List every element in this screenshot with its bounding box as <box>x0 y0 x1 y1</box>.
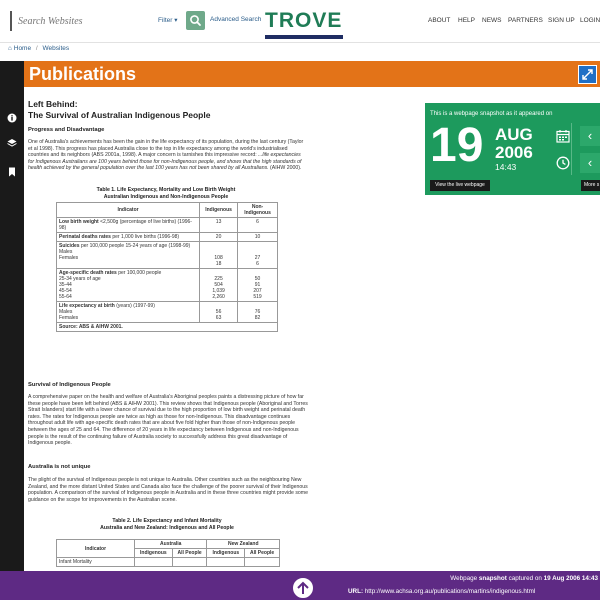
trove-logo[interactable] <box>263 6 345 38</box>
cell-non-indigenous: 6 <box>238 218 278 233</box>
snapshot-time: 14:43 <box>495 162 517 172</box>
row-detail: per 1,000 live births (1996-98) <box>110 234 180 240</box>
home-icon: ⌂ <box>8 45 12 52</box>
snapshot-heading: This is a webpage snapshot as it appeared on <box>430 111 553 117</box>
top-bar <box>0 0 600 42</box>
arrow-up-icon <box>293 578 313 598</box>
paragraph-not-unique: The plight of the survival of Indigenous people is not unique to Australia. Other countries such as the neighbouring New Zealand, and the more distant United States and Canada also face the challenge of the poorer survival of their Indigenous population. A comparison of the survival of Indigenous people in Australia and in these three countries might provide some guidance on the scope for improvements in the Australian scene. <box>28 477 309 503</box>
nav-partners[interactable]: PARTNERS <box>508 17 543 24</box>
table1-header-indicator: Indicator <box>57 203 200 218</box>
url-label: URL: <box>348 588 364 595</box>
breadcrumb-websites[interactable]: Websites <box>42 45 70 52</box>
table-row <box>57 233 278 242</box>
more-snapshots-button[interactable]: More s <box>581 180 600 191</box>
table1-source: Source: ABS & AIHW 2001. <box>57 323 278 332</box>
previous-capture-button[interactable] <box>580 153 600 173</box>
table-row <box>57 269 278 302</box>
publications-banner <box>24 61 600 87</box>
table2-caption-line1: Table 2. Life Expectancy and Infant Mortality <box>112 518 222 524</box>
capture-url-line <box>348 588 535 595</box>
table-row <box>57 323 278 332</box>
heading-survival: Survival of Indigenous People <box>28 382 111 388</box>
chevron-left-icon: ‹ <box>587 128 593 143</box>
cell-indigenous: 56 63 <box>200 302 238 323</box>
row-label: Age-specific death rates <box>59 270 117 276</box>
nav-about[interactable]: ABOUT <box>428 17 451 24</box>
table1-caption <box>56 187 276 200</box>
cell-non-indigenous: 76 82 <box>238 302 278 323</box>
title-line-1: Left Behind: <box>28 99 78 109</box>
heading-not-unique: Australia is not unique <box>28 464 91 470</box>
cell-indigenous: 20 <box>200 233 238 242</box>
fullscreen-button[interactable] <box>578 65 597 84</box>
cell-indigenous: 225 504 1,039 2,260 <box>200 269 238 302</box>
expand-icon <box>579 66 596 83</box>
left-sidebar <box>0 61 24 571</box>
row-label: Low birth weight <box>59 219 99 225</box>
table2-row-label: Infant Mortality <box>57 558 135 567</box>
table2-subheader: Indigenous <box>135 549 173 558</box>
row-detail: (years) (1997-99) Males Females <box>59 303 155 321</box>
row-label: Suicides <box>59 243 80 249</box>
table1-caption-line2: Australian Indigenous and Non-Indigenous People <box>103 193 229 200</box>
banner-title: Publications <box>29 64 137 84</box>
capture-date: 19 Aug 2006 14:43 <box>543 575 598 582</box>
table2-subheader: All People <box>245 549 280 558</box>
cell-non-indigenous: 50 91 207 519 <box>238 269 278 302</box>
logo-text: TROVE <box>265 9 343 32</box>
cell-non-indigenous: 27 6 <box>238 242 278 269</box>
nav-sign-up[interactable]: SIGN UP <box>548 17 575 24</box>
search-box <box>10 11 182 31</box>
breadcrumb-separator: / <box>35 45 38 52</box>
nav-news[interactable]: NEWS <box>482 17 502 24</box>
header-divider <box>0 42 600 43</box>
search-input[interactable] <box>18 12 158 30</box>
capture-date-line <box>450 575 598 582</box>
row-label: Life expectancy at birth <box>59 303 115 309</box>
table-infant-mortality <box>56 539 280 567</box>
snapshot-divider <box>571 123 572 175</box>
paragraph-survival: A comprehensive paper on the health and welfare of Australia's Aboriginal peoples paints a distressing picture of how far these people have been left behind (ABS & AIHW 2001). This review shows that Indigenous people (Aboriginal and Torres Strait Islanders) start life with a lower chance of survival due to the high proportion of low birth weight and perinatal death rates. The rates for Indigenous people are twice as high as those for non-Indigenous. This disadvantage continues throughout adult life with age-specific death rates that are about five fold higher than those of non-Indigenous people between the ages of 25 and 64. The difference of 20 years in life expectancy between Indigenous and non-Indigenous people is the result of the continuing failure of Australia society to successfully address this great disadvantage of Indigenous people. <box>28 394 308 447</box>
table-life-expectancy <box>56 202 278 332</box>
cell-indigenous: 13 <box>200 218 238 233</box>
nav-help[interactable]: HELP <box>458 17 475 24</box>
info-icon[interactable] <box>7 113 17 123</box>
capture-url[interactable]: http://www.achsa.org.au/publications/martins/indigenous.html <box>364 588 536 595</box>
paragraph-progress <box>28 139 308 172</box>
table2-header-indicator: Indicator <box>57 540 135 558</box>
table-row <box>57 558 280 567</box>
cell-non-indigenous: 10 <box>238 233 278 242</box>
snapshot-month: AUG <box>495 125 533 144</box>
previous-snapshot-button[interactable] <box>580 126 600 146</box>
clock-icon[interactable] <box>556 156 570 170</box>
para1-quote: ...life expectancies for Indigenous Australians are 100 years behind those for non-Indigenous people, and shows that the high standards of health achieved by the general population over the last 100 years has not been shared by all Australians. <box>28 152 302 172</box>
table-row <box>57 218 278 233</box>
table1-caption-line1: Table 1. Life Expectancy, Mortality and Low Birth Weight <box>96 187 236 193</box>
table2-caption <box>56 518 278 531</box>
chevron-left-icon: ‹ <box>587 155 593 170</box>
table2-caption-line2: Australia and New Zealand: Indigenous and All People <box>100 524 234 531</box>
calendar-icon[interactable] <box>556 129 570 143</box>
breadcrumb <box>8 45 69 52</box>
row-label: Perinatal deaths rates <box>59 234 111 240</box>
snapshot-panel <box>425 103 600 195</box>
cell-indigenous: 108 18 <box>200 242 238 269</box>
table1-header-non-indigenous: Non-Indigenous <box>238 203 278 218</box>
capture-mid: captured on <box>506 575 544 582</box>
search-button[interactable] <box>186 11 205 30</box>
snapshot-day: 19 <box>430 119 484 172</box>
table-row <box>57 302 278 323</box>
table2-subheader: Indigenous <box>207 549 245 558</box>
table2-header-new-zealand: New Zealand <box>207 540 280 549</box>
search-icon <box>186 11 205 30</box>
row-detail: <2,500g (percentage of live births) (1996-98) <box>59 219 192 231</box>
table-row <box>57 242 278 269</box>
breadcrumb-home[interactable]: Home <box>13 45 32 52</box>
layers-icon[interactable] <box>7 138 17 148</box>
table1-header-indigenous: Indigenous <box>200 203 238 218</box>
row-detail: per 100,000 people 15-24 years of age (1998-99) Males Females <box>59 243 191 261</box>
heading-progress: Progress and Disadvantage <box>28 127 105 133</box>
row-detail: per 100,000 people 25-34 years of age 35-44 45-54 55-64 <box>59 270 162 300</box>
para1-citation: (AIHW 2000). <box>268 165 302 172</box>
filter-dropdown[interactable]: Filter ▾ <box>158 17 178 24</box>
title-line-2: The Survival of Australian Indigenous People <box>28 110 211 120</box>
capture-prefix: Webpage <box>450 575 479 582</box>
table2-header-australia: Australia <box>135 540 207 549</box>
scroll-top-button[interactable] <box>291 576 315 600</box>
advanced-search-link[interactable]: Advanced Search <box>210 16 262 23</box>
nav-login[interactable]: LOGIN <box>580 17 600 24</box>
view-live-webpage-button[interactable]: View the live webpage <box>430 180 490 191</box>
capture-snapshot-word: snapshot <box>478 575 507 582</box>
snapshot-year: 2006 <box>495 143 533 162</box>
document-title <box>28 99 210 121</box>
bookmark-icon[interactable] <box>7 167 17 177</box>
table2-subheader: All People <box>172 549 207 558</box>
logo-underline <box>265 35 343 39</box>
para1-text: One of Australia's achievements has been the gain in the life expectancy of its population, during the last century (Taylor et al 1998). This progress has placed Australia close to the top in life expectancy among the world's industrialised countries and its neighbors (ABS 2001a, 1998). A major concern is tarnishes this impressive record: <box>28 139 304 159</box>
